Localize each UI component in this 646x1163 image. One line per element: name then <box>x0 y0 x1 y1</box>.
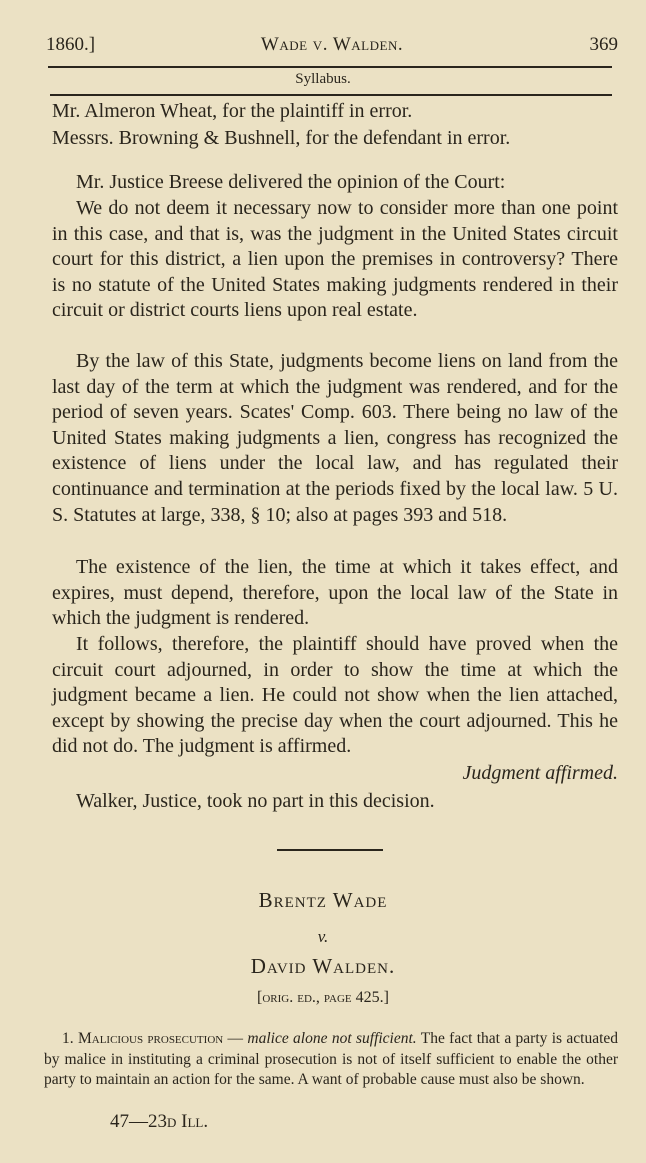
header-rule <box>48 66 612 68</box>
counsel-defendant: Messrs. Browning & Bushnell, for the defendant in error. <box>52 127 511 149</box>
headnote-rule: malice alone not sufficient. <box>247 1030 417 1047</box>
header-page-number: 369 <box>589 34 618 55</box>
headnote-dash: — <box>223 1030 248 1047</box>
case-versus: v. <box>317 927 329 946</box>
counsel-plaintiff: Mr. Almeron Wheat, for the plaintiff in error. <box>52 100 413 122</box>
original-edition-ref: [orig. ed., page 425.] <box>257 989 389 1006</box>
recusal-note: Walker, Justice, took no part in this decision. <box>76 790 435 812</box>
headnote-text: The fact that a party is actuated by malice in instituting a criminal prosecution is not of itself sufficient to enable the other party to maintain an action for the same. A want of probable cause must also be shown. <box>44 1030 619 1088</box>
opinion-intro: Mr. Justice Breese delivered the opinion of the Court: <box>76 171 506 193</box>
opinion-paragraph-1: We do not deem it necessary now to consider more than one point in this case, and that is, was the judgment in the United States circuit court for this district, a lien upon the premises in controversy? There is no statute of the United States making judgments rendered in their circuit or district courts liens upon real estate. <box>52 197 618 322</box>
opinion-paragraph-2: By the law of this State, judgments become liens on land from the last day of the term at which the judgment was rendered, and for the period of seven years. Scates' Comp. 603. There being no law of the United States making judgments a lien, congress has recognized the existence of liens under the local law, and has regulated their continuance and termination at the periods fixed by the local law. 5 U. S. Statutes at large, 338, § 10; also at pages 393 and 518. <box>52 350 618 526</box>
disposition: Judgment affirmed. <box>462 762 618 784</box>
syllabus-rule <box>50 94 612 96</box>
header-year: 1860.] <box>46 34 96 55</box>
section-divider <box>277 849 383 851</box>
case-party-2: David Walden. <box>250 954 396 978</box>
headnote <box>44 1029 618 1091</box>
printer-signature-mark: 47—23d Ill. <box>110 1111 209 1132</box>
syllabus-label: Syllabus. <box>295 71 351 87</box>
opinion-paragraph-3: The existence of the lien, the time at which it takes effect, and expires, must depend, therefore, upon the local law of the State in which the judgment is rendered. <box>52 556 618 630</box>
running-header <box>46 34 618 60</box>
headnote-topic: Malicious prosecution <box>77 1030 224 1047</box>
header-case-title: Wade v. Walden. <box>260 34 404 55</box>
case-party-1: Brentz Wade <box>258 888 388 912</box>
headnote-number: 1. <box>62 1030 74 1047</box>
opinion-paragraph-4: It follows, therefore, the plaintiff should have proved when the circuit court adjourned, in order to show the time at which the judgment became a lien. He could not show when the lien attached, except by showing the precise day when the court adjourned. This he did not do. The judgment is affirmed. <box>52 633 618 758</box>
